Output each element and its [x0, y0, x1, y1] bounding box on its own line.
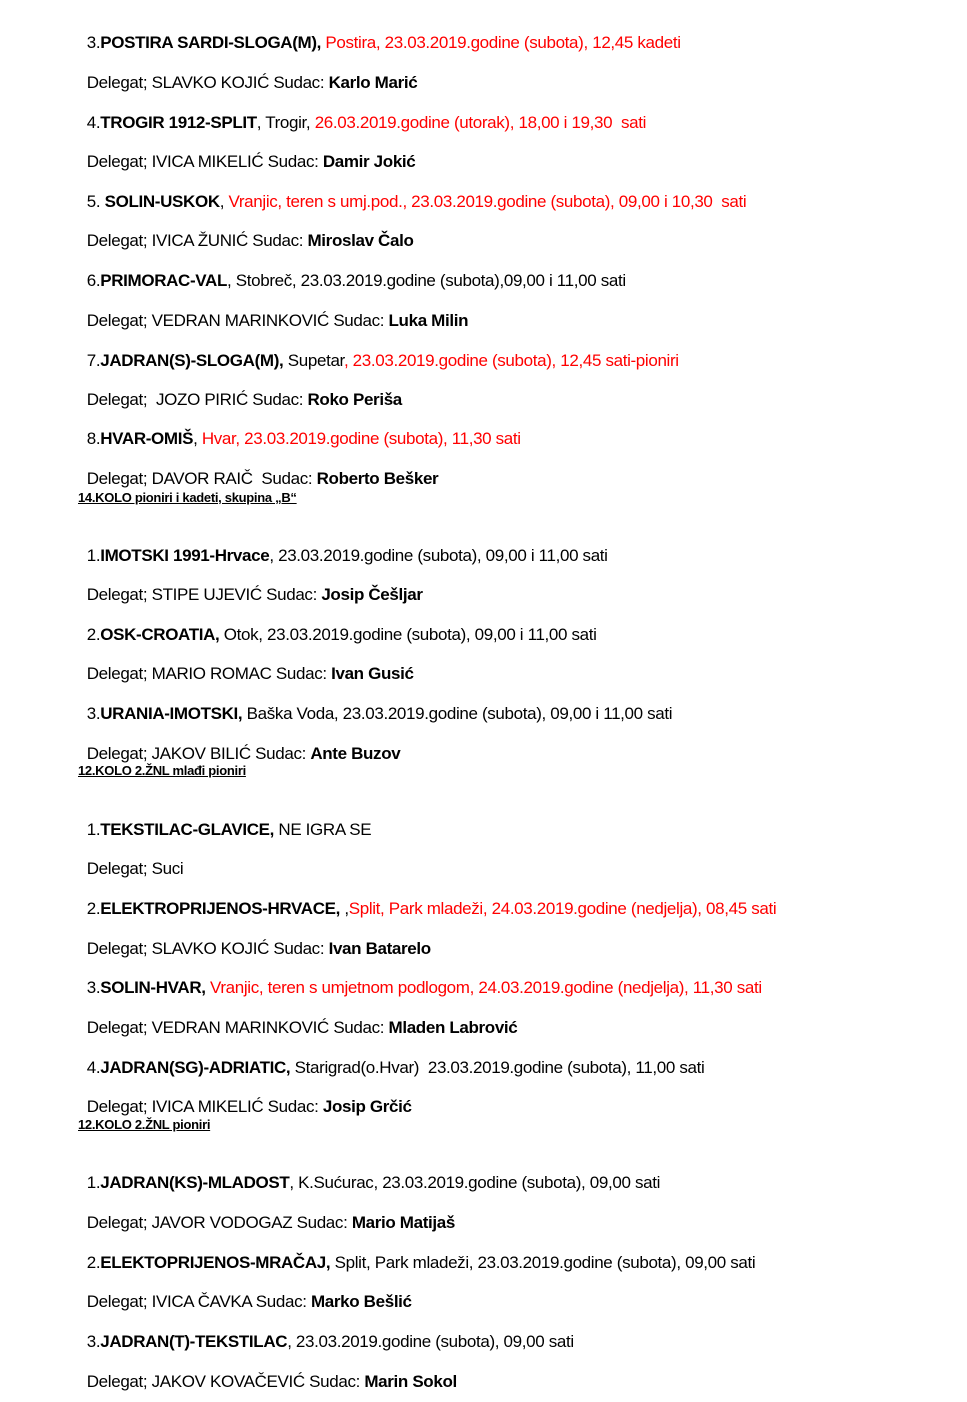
officials-line: [78, 370, 402, 410]
match-details-highlighted: , 23.03.2019.godine (subota), 12,45 sati-pioniri: [343, 351, 679, 370]
match-number: 1.: [86, 820, 101, 839]
match-teams: OSK-CROATIA,: [100, 625, 220, 644]
match-teams: JADRAN(SG)-ADRIATIC,: [100, 1058, 291, 1077]
match-number: 2.: [86, 1253, 101, 1272]
section-heading: 12.KOLO 2.ŽNL pioniri: [78, 1117, 211, 1132]
delegate-label: Delegat; MARIO ROMAC Sudac:: [86, 664, 332, 683]
match-details: NE IGRA SE: [274, 820, 372, 839]
match-line: [78, 958, 762, 998]
match-details: , Stobreč, 23.03.2019.godine (subota),09,00 i 11,00 sati: [227, 271, 626, 290]
delegate-label: Delegat; DAVOR RAIČ Sudac:: [86, 469, 317, 488]
match-details: Split, Park mladeži, 23.03.2019.godine (subota), 09,00 sati: [330, 1253, 756, 1272]
match-number: 1.: [86, 546, 101, 565]
match-line: [78, 1233, 755, 1273]
match-details: , K.Sućurac, 23.03.2019.godine (subota), 09,00 sati: [289, 1173, 660, 1192]
match-teams: IMOTSKI 1991-Hrvace: [100, 546, 270, 565]
delegate-label: Delegat; IVICA MIKELIĆ Sudac:: [86, 1097, 323, 1116]
officials-line: [78, 839, 183, 879]
referee-name: Josip Grčić: [322, 1097, 412, 1116]
referee-name: Karlo Marić: [328, 73, 418, 92]
match-details: Starigrad(o.Hvar) 23.03.2019.godine (subota), 11,00 sati: [290, 1058, 705, 1077]
match-teams: ELEKTOPRIJENOS-MRAČAJ,: [100, 1253, 331, 1272]
delegate-label: Delegat; SLAVKO KOJIĆ Sudac:: [86, 73, 329, 92]
match-number: 3.: [86, 978, 101, 997]
match-teams: TEKSTILAC-GLAVICE,: [100, 820, 275, 839]
match-line: [78, 800, 371, 840]
match-number: 3.: [86, 1332, 101, 1351]
match-line: [78, 93, 646, 133]
referee-name: Josip Češljar: [321, 585, 423, 604]
match-line: [78, 1038, 704, 1078]
match-number: 6.: [86, 271, 101, 290]
match-teams: POSTIRA SARDI-SLOGA(M),: [100, 33, 322, 52]
delegate-label: Delegat; Suci: [86, 859, 184, 878]
referee-name: Mladen Labrović: [388, 1018, 518, 1037]
match-number: 3.: [86, 704, 101, 723]
officials-line: [78, 724, 400, 764]
match-line: [78, 605, 597, 645]
delegate-label: Delegat; JOZO PIRIĆ Sudac:: [86, 390, 308, 409]
delegate-label: Delegat; IVICA ŽUNIĆ Sudac:: [86, 231, 308, 250]
match-number: 4.: [86, 1058, 101, 1077]
match-details-highlighted: Vranjic, teren s umj.pod., 23.03.2019.godine (subota), 09,00 i 10,30 sati: [228, 192, 747, 211]
match-number: 1.: [86, 1173, 101, 1192]
match-teams: URANIA-IMOTSKI,: [100, 704, 243, 723]
match-number: 5.: [86, 192, 105, 211]
officials-line: [78, 291, 468, 331]
match-number: 7.: [86, 351, 101, 370]
officials-line: [78, 998, 517, 1038]
match-details: , 23.03.2019.godine (subota), 09,00 i 11,00 sati: [269, 546, 608, 565]
delegate-label: Delegat; VEDRAN MARINKOVIĆ Sudac:: [86, 311, 389, 330]
match-teams: SOLIN-HVAR,: [100, 978, 206, 997]
referee-name: Mario Matijaš: [351, 1213, 455, 1232]
match-line: [78, 1153, 660, 1193]
match-line: [78, 331, 679, 371]
match-details: ,: [193, 429, 202, 448]
delegate-label: Delegat; JAVOR VODOGAZ Sudac:: [86, 1213, 352, 1232]
match-teams: JADRAN(T)-TEKSTILAC: [100, 1332, 288, 1351]
officials-line: [78, 1077, 412, 1117]
officials-line: [78, 1352, 457, 1392]
delegate-label: Delegat; VEDRAN MARINKOVIĆ Sudac:: [86, 1018, 389, 1037]
match-details-highlighted: Split, Park mladeži, 24.03.2019.godine (nedjelja), 08,45 sati: [348, 899, 777, 918]
officials-line: [78, 211, 413, 251]
referee-name: Ivan Gusić: [331, 664, 414, 683]
match-number: 2.: [86, 625, 101, 644]
match-details-highlighted: Postira, 23.03.2019.godine (subota), 12,45 kadeti: [321, 33, 681, 52]
match-teams: JADRAN(S)-SLOGA(M),: [100, 351, 284, 370]
match-number: 8.: [86, 429, 101, 448]
match-teams: HVAR-OMIŠ: [100, 429, 194, 448]
match-details: Supetar: [283, 351, 344, 370]
referee-name: Ivan Batarelo: [328, 939, 431, 958]
officials-line: [78, 1272, 412, 1312]
referee-name: Damir Jokić: [322, 152, 416, 171]
match-line: [78, 1312, 574, 1352]
delegate-label: Delegat; JAKOV BILIĆ Sudac:: [86, 744, 311, 763]
delegate-label: Delegat; IVICA ČAVKA Sudac:: [86, 1292, 311, 1311]
officials-line: [78, 919, 431, 959]
referee-name: Ante Buzov: [310, 744, 401, 763]
match-details-highlighted: 26.03.2019.godine (utorak), 18,00 i 19,30 sati: [314, 113, 647, 132]
match-teams: TROGIR 1912-SPLIT: [100, 113, 257, 132]
officials-line: [78, 449, 438, 489]
officials-line: [78, 644, 414, 684]
match-line: [78, 409, 521, 449]
delegate-label: Delegat; SLAVKO KOJIĆ Sudac:: [86, 939, 329, 958]
match-details: , Trogir,: [256, 113, 315, 132]
match-teams: JADRAN(KS)-MLADOST: [100, 1173, 290, 1192]
match-details: Baška Voda, 23.03.2019.godine (subota), 09,00 i 11,00 sati: [242, 704, 673, 723]
referee-name: Marin Sokol: [364, 1372, 457, 1391]
referee-name: Marko Bešlić: [310, 1292, 412, 1311]
officials-line: [78, 1193, 455, 1233]
section-heading: 14.KOLO pioniri i kadeti, skupina „B“: [78, 490, 297, 505]
section-heading: 12.KOLO 2.ŽNL mlađi pioniri: [78, 763, 246, 778]
match-line: [78, 172, 746, 212]
officials-line: [78, 132, 415, 172]
match-number: 3.: [86, 33, 101, 52]
match-number: 4.: [86, 113, 101, 132]
match-number: 2.: [86, 899, 101, 918]
referee-name: Miroslav Čalo: [307, 231, 414, 250]
match-teams: ELEKTROPRIJENOS-HRVACE,: [100, 899, 340, 918]
match-details: ,: [339, 899, 349, 918]
match-line: [78, 526, 608, 566]
match-details-highlighted: Hvar, 23.03.2019.godine (subota), 11,30 sati: [201, 429, 521, 448]
delegate-label: Delegat; JAKOV KOVAČEVIĆ Sudac:: [86, 1372, 365, 1391]
officials-line: [78, 53, 417, 93]
match-line: [78, 13, 681, 53]
delegate-label: Delegat; IVICA MIKELIĆ Sudac:: [86, 152, 323, 171]
match-line: [78, 251, 626, 291]
match-details: ,: [219, 192, 229, 211]
match-line: [78, 684, 672, 724]
match-details: Otok, 23.03.2019.godine (subota), 09,00 i 11,00 sati: [219, 625, 597, 644]
match-details-highlighted: Vranjic, teren s umjetnom podlogom, 24.03.2019.godine (nedjelja), 11,30 sati: [210, 978, 762, 997]
referee-name: Roko Periša: [307, 390, 402, 409]
match-details: , 23.03.2019.godine (subota), 09,00 sati: [287, 1332, 574, 1351]
match-line: [78, 879, 776, 919]
referee-name: Roberto Bešker: [316, 469, 439, 488]
officials-line: [78, 565, 423, 605]
delegate-label: Delegat; STIPE UJEVIĆ Sudac:: [86, 585, 322, 604]
match-teams: PRIMORAC-VAL: [100, 271, 227, 290]
referee-name: Luka Milin: [388, 311, 469, 330]
match-teams: SOLIN-USKOK: [104, 192, 220, 211]
